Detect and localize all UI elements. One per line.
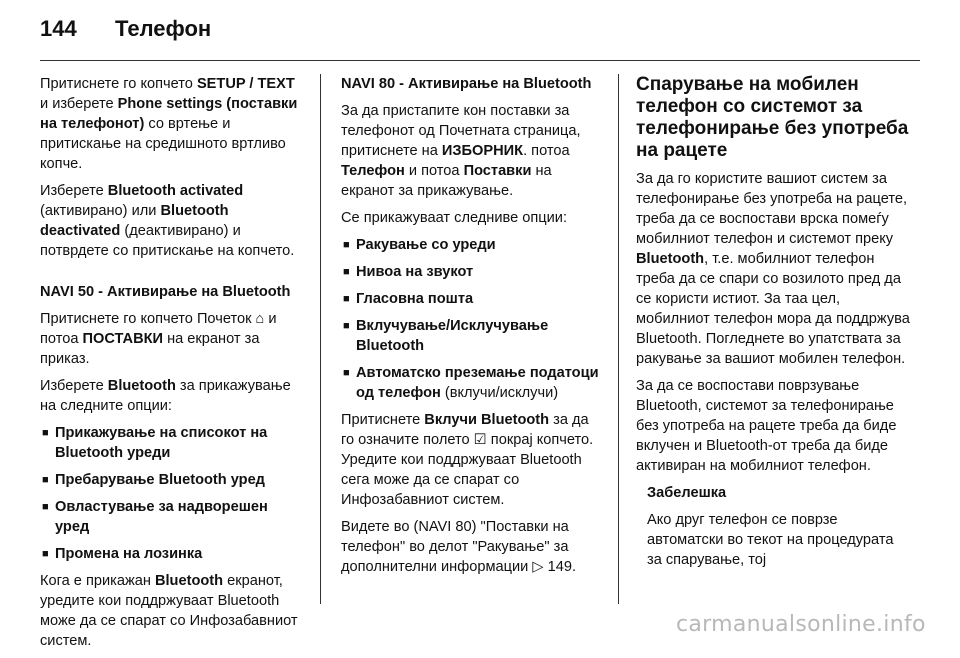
- list-item: ■ Прикажување на списокот на Bluetooth уреди: [42, 425, 268, 461]
- page-title: Телефон: [115, 16, 212, 41]
- watermark: carmanualsonline.info: [676, 612, 926, 637]
- bullet-icon: ■: [42, 474, 49, 486]
- section-title-navi80: NAVI 80 - Активирање на Bluetooth: [341, 76, 592, 92]
- paragraph-select-bluetooth: Изберете Bluetooth за прикажување на следните опции:: [40, 378, 291, 414]
- bullet-icon: ■: [343, 320, 350, 332]
- phone-label: Телефон: [341, 163, 405, 179]
- list-item: ■ Вклучување/Исклучување Bluetooth: [343, 318, 549, 354]
- navi50-options-list: [40, 423, 304, 564]
- bluetooth-screen-label: Bluetooth: [154, 573, 224, 589]
- paragraph-home-button: Притиснете го копчето Почеток ⌂ и потоа ПОСТАВКИ на екранот за приказ.: [40, 311, 277, 367]
- navi80-options-list: [341, 235, 603, 403]
- note-block: [647, 483, 912, 570]
- home-icon: ⌂: [255, 311, 265, 327]
- menu-label: ИЗБОРНИК: [441, 143, 524, 159]
- checkbox-icon: ☑: [473, 432, 487, 448]
- bluetooth-activated-label: Bluetooth activated: [107, 183, 244, 199]
- setup-text-label: SETUP / TEXT: [196, 76, 295, 92]
- bluetooth-label: Bluetooth: [107, 378, 176, 394]
- paragraph-see-reference: Видете во (NAVI 80) "Поставки на телефон" во делот "Ракување" за дополнителни информации ▷ 149.: [341, 519, 577, 575]
- column-divider-2: [618, 74, 619, 604]
- bullet-icon: ■: [42, 501, 49, 513]
- bullet-icon: ■: [343, 293, 350, 305]
- note-text: Ако друг телефон се поврзе автоматски во текот на процедурата за спарување, тој: [647, 512, 894, 568]
- paragraph-pairing-requirements: За да се воспостави поврзување Bluetooth, системот за телефонирање без употреба на рацете треба да биде вклучен и Bluetooth-от треба да биде активиран на мобилниот телефон.: [636, 378, 897, 474]
- bluetooth-label: Bluetooth: [636, 251, 705, 267]
- settings-label: Поставки: [463, 163, 532, 179]
- settings-label: ПОСТАВКИ: [82, 331, 164, 347]
- paragraph-setup: Притиснете го копчето SETUP / TEXT и изберете Phone settings (поставки на телефонот) со вртење и притискање на средишното вртливо копче.: [40, 76, 298, 172]
- page-header: [40, 16, 920, 56]
- list-item: ■ Ракување со уреди: [343, 237, 496, 253]
- list-item: ■ Пребарување Bluetooth уред: [42, 472, 265, 488]
- column-right: [636, 74, 912, 577]
- bullet-icon: ■: [42, 427, 49, 439]
- paragraph-bluetooth-screen: Кога е прикажан Bluetooth екранот, уредите кои поддржуваат Bluetooth може да се спарат со Инфозабавниот систем.: [40, 573, 298, 649]
- column-middle: [341, 74, 603, 584]
- column-divider-1: [320, 74, 321, 604]
- list-item: ■ Овластување за надворешен уред: [42, 499, 268, 535]
- paragraph-options-intro: Се прикажуваат следниве опции:: [341, 210, 567, 226]
- bullet-icon: ■: [42, 548, 49, 560]
- bluetooth-deactivated-label: Bluetooth deactivated: [40, 203, 229, 239]
- bullet-icon: ■: [343, 367, 350, 379]
- list-item: ■ Промена на лозинка: [42, 546, 203, 562]
- section-heading-pairing: Спарување на мобилен телефон со системот за телефонирање без употреба на рацете: [636, 74, 909, 161]
- bullet-icon: ■: [343, 239, 350, 251]
- page-reference-icon: ▷: [532, 559, 544, 575]
- paragraph-bluetooth-activated: Изберете Bluetooth activated (активирано) или Bluetooth deactivated (деактивирано) и потврдете со притискање на копчето.: [40, 183, 295, 259]
- header-divider: [40, 60, 920, 61]
- bullet-icon: ■: [343, 266, 350, 278]
- note-title: Забелешка: [647, 485, 727, 501]
- list-item: ■ Автоматско преземање податоци од телефон (вклучи/исклучи): [343, 365, 599, 401]
- list-item: ■ Нивоа на звукот: [343, 264, 474, 280]
- section-title-navi50: NAVI 50 - Активирање на Bluetooth: [40, 284, 291, 300]
- paragraph-phone-settings-access: За да пристапите кон поставки за телефонот од Почетната страница, притиснете на ИЗБОРНИК. потоа Телефон и потоа Поставки на екранот за прикажување.: [341, 103, 581, 199]
- list-item: ■ Гласовна пошта: [343, 291, 474, 307]
- column-left: [40, 74, 304, 658]
- phone-settings-label: Phone settings (поставки на телефонот): [40, 96, 298, 132]
- page-number: 144: [40, 16, 77, 41]
- paragraph-pairing-intro: За да го користите вашиот систем за телефонирање без употреба на рацете, треба да се воспостави врска помеѓу мобилниот телефон и системот преку Bluetooth, т.е. мобилниот телефон треба да се спари со возилото пред да се користи истиот. За таа цел, мобилниот телефон мора да поддржува Bluetooth. Погледнете во упатствата за ракување за вашиот мобилен телефон.: [636, 171, 910, 367]
- enable-bluetooth-label: Вклучи Bluetooth: [424, 412, 550, 428]
- paragraph-enable-bluetooth: Притиснете Вклучи Bluetooth за да го означите полето ☑ покрај копчето. Уредите кои поддржуваат Bluetooth сега може да се спарат со Инфозабавниот систем.: [341, 412, 594, 508]
